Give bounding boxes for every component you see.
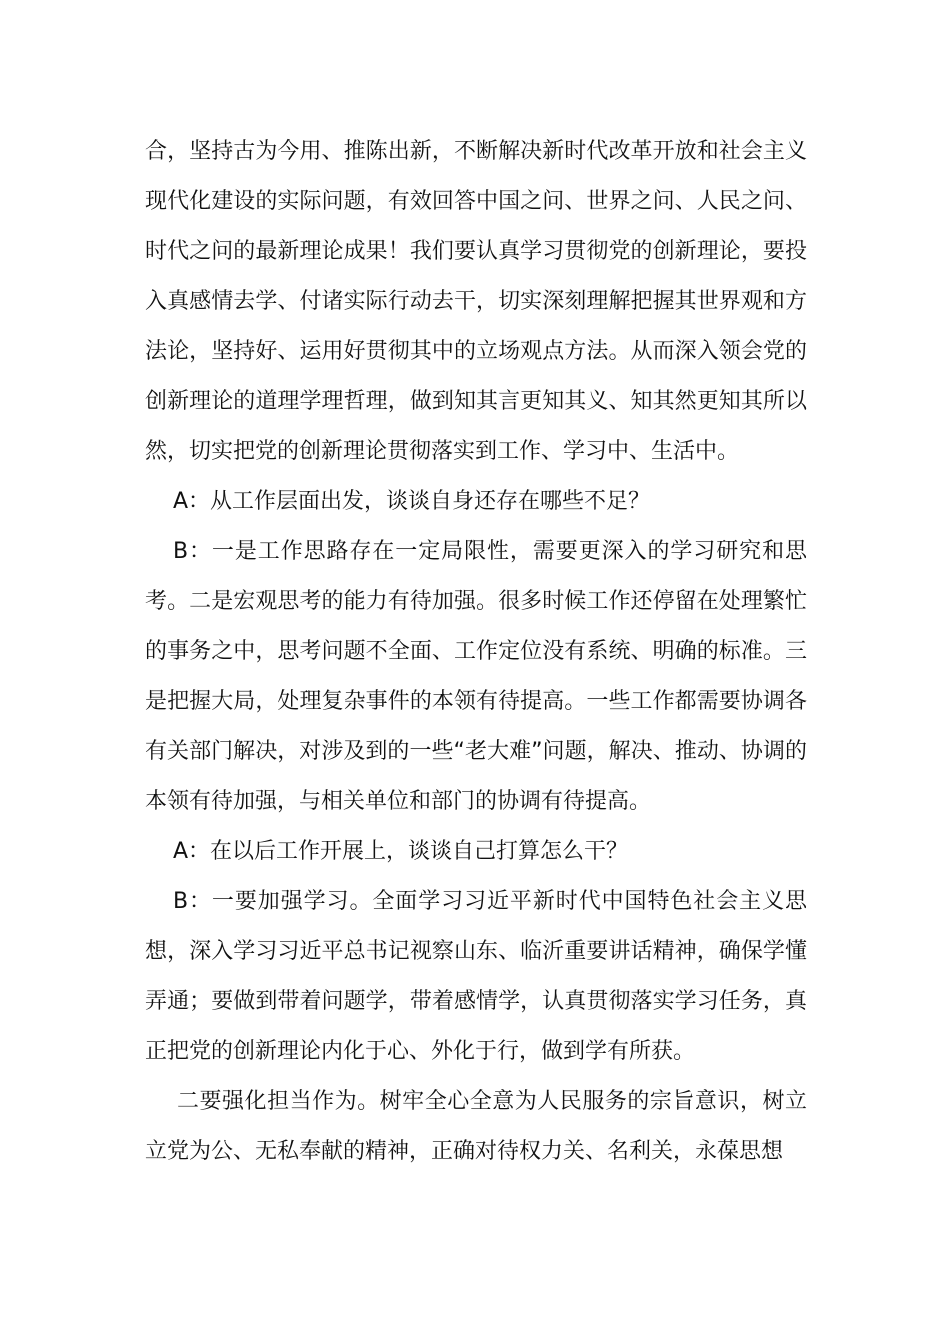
question-a-weaknesses: A：从工作层面出发，谈谈自身还存在哪些不足？ bbox=[173, 489, 651, 514]
question-a-plans: A：在以后工作开展上，谈谈自己打算怎么干？ bbox=[173, 839, 629, 864]
paragraph-responsibility: 二要强化担当作为。树牢全心全意为人民服务的宗旨意识，树立立党为公、无私奉献的精神，正确对待权力关、名利关，永葆思想 bbox=[145, 1089, 807, 1164]
answer-b-plans: B：一要加强学习。全面学习习近平新时代中国特色社会主义思想，深入学习习近平总书记视察山东、临沂重要讲话精神，确保学懂弄通；要做到带着问题学，带着感情学，认真贯彻落实学习任务，真正把党的创新理论内化于心、外化于行，做到学有所获。 bbox=[145, 889, 807, 1064]
document-body bbox=[145, 127, 807, 1177]
answer-b-weaknesses: B：一是工作思路存在一定局限性，需要更深入的学习研究和思考。二是宏观思考的能力有待加强。很多时候工作还停留在处理繁忙的事务之中，思考问题不全面、工作定位没有系统、明确的标准。三是把握大局，处理复杂事件的本领有待提高。一些工作都需要协调各有关部门解决，对涉及到的一些“老大难”问题，解决、推动、协调的本领有待加强，与相关单位和部门的协调有待提高。 bbox=[145, 539, 807, 814]
paragraph-continuation: 合，坚持古为今用、推陈出新，不断解决新时代改革开放和社会主义现代化建设的实际问题，有效回答中国之问、世界之问、人民之问、时代之问的最新理论成果！我们要认真学习贯彻党的创新理论，要投入真感情去学、付诸实际行动去干，切实深刻理解把握其世界观和方法论，坚持好、运用好贯彻其中的立场观点方法。从而深入领会党的创新理论的道理学理哲理，做到知其言更知其义、知其然更知其所以然，切实把党的创新理论贯彻落实到工作、学习中、生活中。 bbox=[145, 139, 807, 464]
